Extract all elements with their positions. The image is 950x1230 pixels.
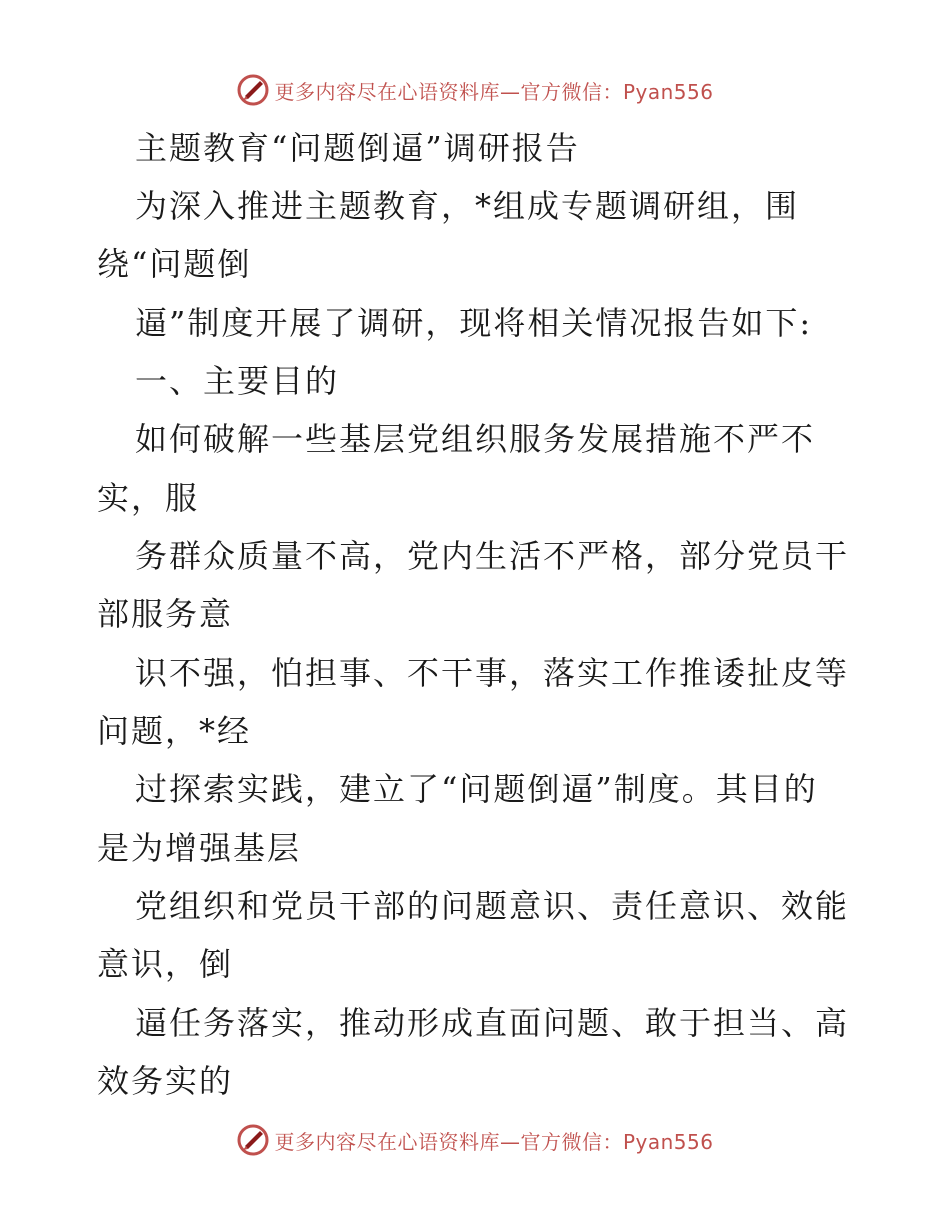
watermark-text: 更多内容尽在心语资料库—官方微信：Pyan556 (274, 1129, 714, 1154)
paragraph-line: 问题，*经 (97, 712, 252, 750)
paragraph-line: 党组织和党员干部的问题意识、责任意识、效能 (135, 887, 850, 925)
section-heading: 一、主要目的 (135, 362, 340, 400)
logo-icon (236, 73, 270, 107)
report-title: 主题教育“问题倒逼”调研报告 (135, 129, 580, 167)
paragraph-line: 过探索实践，建立了“问题倒逼”制度。其目的 (135, 770, 818, 808)
paragraph-line: 为深入推进主题教育，*组成专题调研组，围 (135, 187, 800, 225)
paragraph-line: 如何破解一些基层党组织服务发展措施不严不 (135, 420, 816, 458)
paragraph-line: 部服务意 (97, 595, 234, 633)
watermark-text: 更多内容尽在心语资料库—官方微信：Pyan556 (274, 79, 714, 104)
paragraph-line: 务群众质量不高，党内生活不严格，部分党员干 (135, 537, 850, 575)
paragraph-line: 效务实的 (97, 1062, 234, 1100)
paragraph-line: 意识，倒 (97, 945, 234, 983)
paragraph-line: 实，服 (97, 479, 200, 517)
paragraph-line: 识不强，怕担事、不干事，落实工作推诿扯皮等 (135, 654, 850, 692)
paragraph-line: 绕“问题倒 (97, 245, 252, 283)
footer-watermark (0, 1120, 950, 1160)
paragraph-line: 是为增强基层 (97, 829, 302, 867)
paragraph-line: 逼任务落实，推动形成直面问题、敢于担当、高 (135, 1004, 850, 1042)
paragraph-line: 逼”制度开展了调研，现将相关情况报告如下: (135, 304, 813, 342)
logo-icon (236, 1123, 270, 1157)
header-watermark (0, 70, 950, 110)
